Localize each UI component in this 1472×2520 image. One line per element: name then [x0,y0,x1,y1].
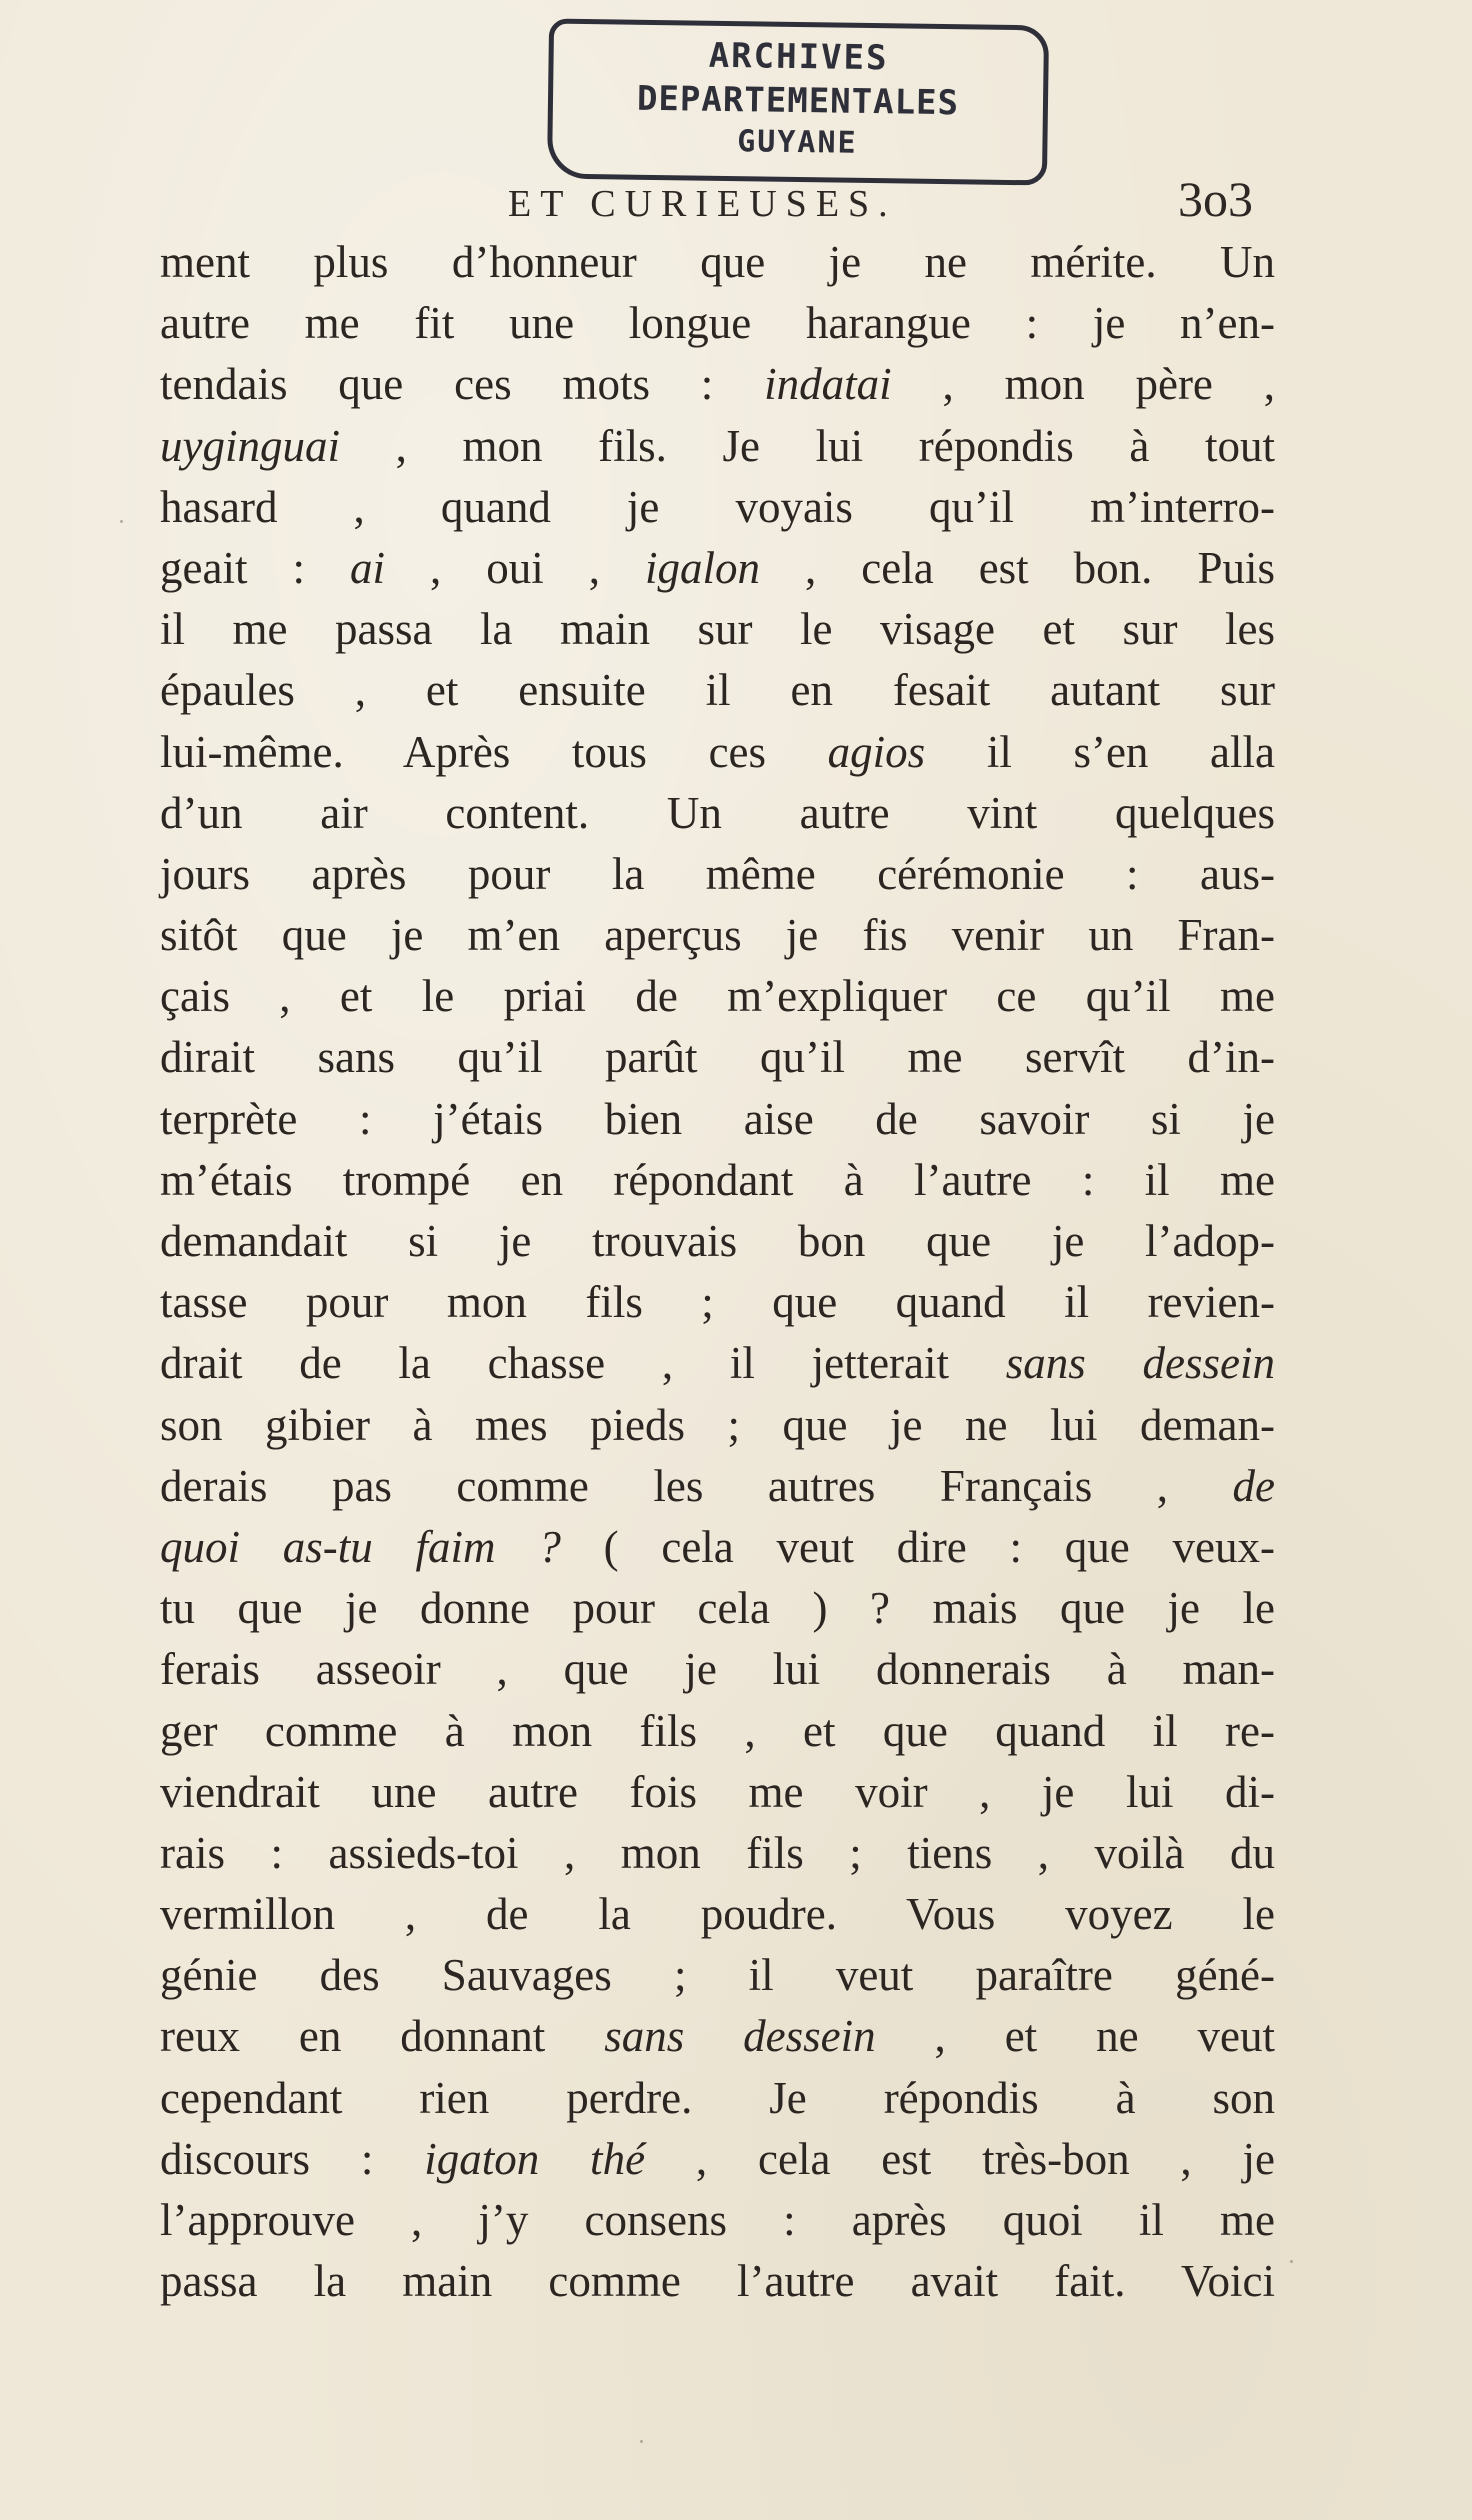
text-run: lui-même. Après tous ces [160,726,828,777]
text-run: m’étais trompé en répondant à l’autre : il me [160,1154,1275,1205]
text-line [160,660,1275,721]
text-run: sitôt que je m’en aperçus je fis venir un Fran- [160,910,1275,961]
running-title: ET CURIEUSES. [508,183,897,225]
text-run: il s’en alla [925,726,1275,777]
text-run: drait de la chasse , il jetterait [160,1338,1006,1389]
text-run: reux en donnant [160,2011,605,2062]
text-run: d’un air content. Un autre vint quelques [160,787,1275,838]
text-run: demandait si je trouvais bon que je l’adop- [160,1216,1275,1266]
text-run: viendrait une autre fois me voir , je lui di- [160,1766,1275,1817]
text-line [160,1456,1275,1517]
text-line [160,2006,1275,2067]
text-run: discours : [160,2133,425,2184]
text-run: dirait sans qu’il parût qu’il me servît d’in- [160,1032,1275,1083]
text-line [160,783,1275,844]
text-run: l’approuve , j’y consens : après quoi il me [160,2195,1275,2245]
italic-word: sans dessein [1005,1338,1276,1389]
text-run: hasard , quand je voyais qu’il m’interro- [160,481,1275,532]
paper-speck [120,520,123,523]
paper-speck [1290,2260,1293,2263]
text-run: passa la main comme l’autre avait fait. Voici [160,2256,1275,2307]
page-number: 3o3 [1178,171,1253,227]
italic-word: igaton thé [424,2133,646,2184]
text-line [160,599,1275,660]
text-run: çais , et le priai de m’expliquer ce qu’il me [160,971,1275,1022]
italic-word: indatai [764,359,892,410]
text-line [160,966,1275,1027]
stamp-line-1: ARCHIVES [708,35,889,79]
text-run: geait : [160,542,350,593]
text-run: cependant rien perdre. Je répondis à son [160,2072,1275,2123]
text-line [160,354,1275,415]
italic-word: agios [827,726,926,777]
italic-word: igalon [645,542,761,593]
text-run: tasse pour mon fils ; que quand il revien- [160,1277,1275,1328]
text-run: derais pas comme les autres Français , [160,1460,1233,1511]
text-line [160,1884,1275,1945]
paper-speck [640,2440,643,2443]
text-run: son gibier à mes pieds ; que je ne lui deman- [160,1399,1275,1450]
italic-word: sans dessein [604,2011,876,2062]
text-line [160,232,1275,293]
stamp-line-2: DEPARTEMENTALES [636,78,960,124]
text-line [160,2251,1275,2312]
text-run: autre me fit une longue harangue : je n’en- [160,298,1275,349]
text-run: jours après pour la même cérémonie : aus- [160,848,1275,899]
text-run: génie des Sauvages ; il veut paraître géné- [160,1950,1275,2001]
text-run: épaules , et ensuite il en fesait autant sur [160,665,1275,716]
body-text [160,232,1275,2312]
text-line [160,722,1275,783]
text-line [160,2190,1275,2251]
text-run: tu que je donne pour cela ) ? mais que je le [160,1583,1275,1634]
text-line [160,1027,1275,1088]
text-line [160,538,1275,599]
text-line [160,1333,1275,1394]
text-run: ger comme à mon fils , et que quand il re- [160,1705,1275,1756]
italic-word: de [1232,1460,1275,1511]
text-line [160,1089,1275,1150]
italic-word: uyginguai [160,420,340,471]
text-line [160,1517,1275,1578]
text-run: , cela est bon. Puis [760,542,1275,593]
text-line [160,293,1275,354]
stamp-line-3: GUYANE [737,124,858,161]
text-line [160,844,1275,905]
text-run: terprète : j’étais bien aise de savoir si je [160,1093,1275,1144]
text-line [160,1578,1275,1639]
text-line [160,1150,1275,1211]
text-line [160,1701,1275,1762]
text-line [160,1762,1275,1823]
italic-word: quoi as-tu faim ? [160,1521,561,1572]
text-run: , mon père , [891,359,1275,410]
text-line [160,905,1275,966]
text-run: vermillon , de la poudre. Vous voyez le [160,1889,1275,1940]
text-run: ( cela veut dire : que veux- [560,1521,1275,1572]
text-line [160,1945,1275,2006]
text-line [160,1639,1275,1700]
archives-stamp [547,19,1049,186]
text-run: , oui , [384,542,645,593]
text-line [160,2129,1275,2190]
text-run: , et ne veut [875,2011,1275,2062]
text-run: , mon fils. Je lui répondis à tout [339,420,1275,471]
text-line [160,1823,1275,1884]
text-run: il me passa la main sur le visage et sur les [160,604,1275,655]
text-line [160,1395,1275,1456]
text-line [160,416,1275,477]
text-run: tendais que ces mots : [160,359,765,410]
text-run: ment plus d’honneur que je ne mérite. Un [160,237,1275,287]
text-line [160,1272,1275,1333]
text-line [160,1211,1275,1272]
text-line [160,477,1275,538]
italic-word: ai [349,542,385,593]
text-run: rais : assieds-toi , mon fils ; tiens , voilà du [160,1827,1275,1878]
text-run: , cela est très-bon , je [645,2133,1276,2184]
text-run: ferais asseoir , que je lui donnerais à man- [160,1644,1275,1695]
text-line [160,2068,1275,2129]
